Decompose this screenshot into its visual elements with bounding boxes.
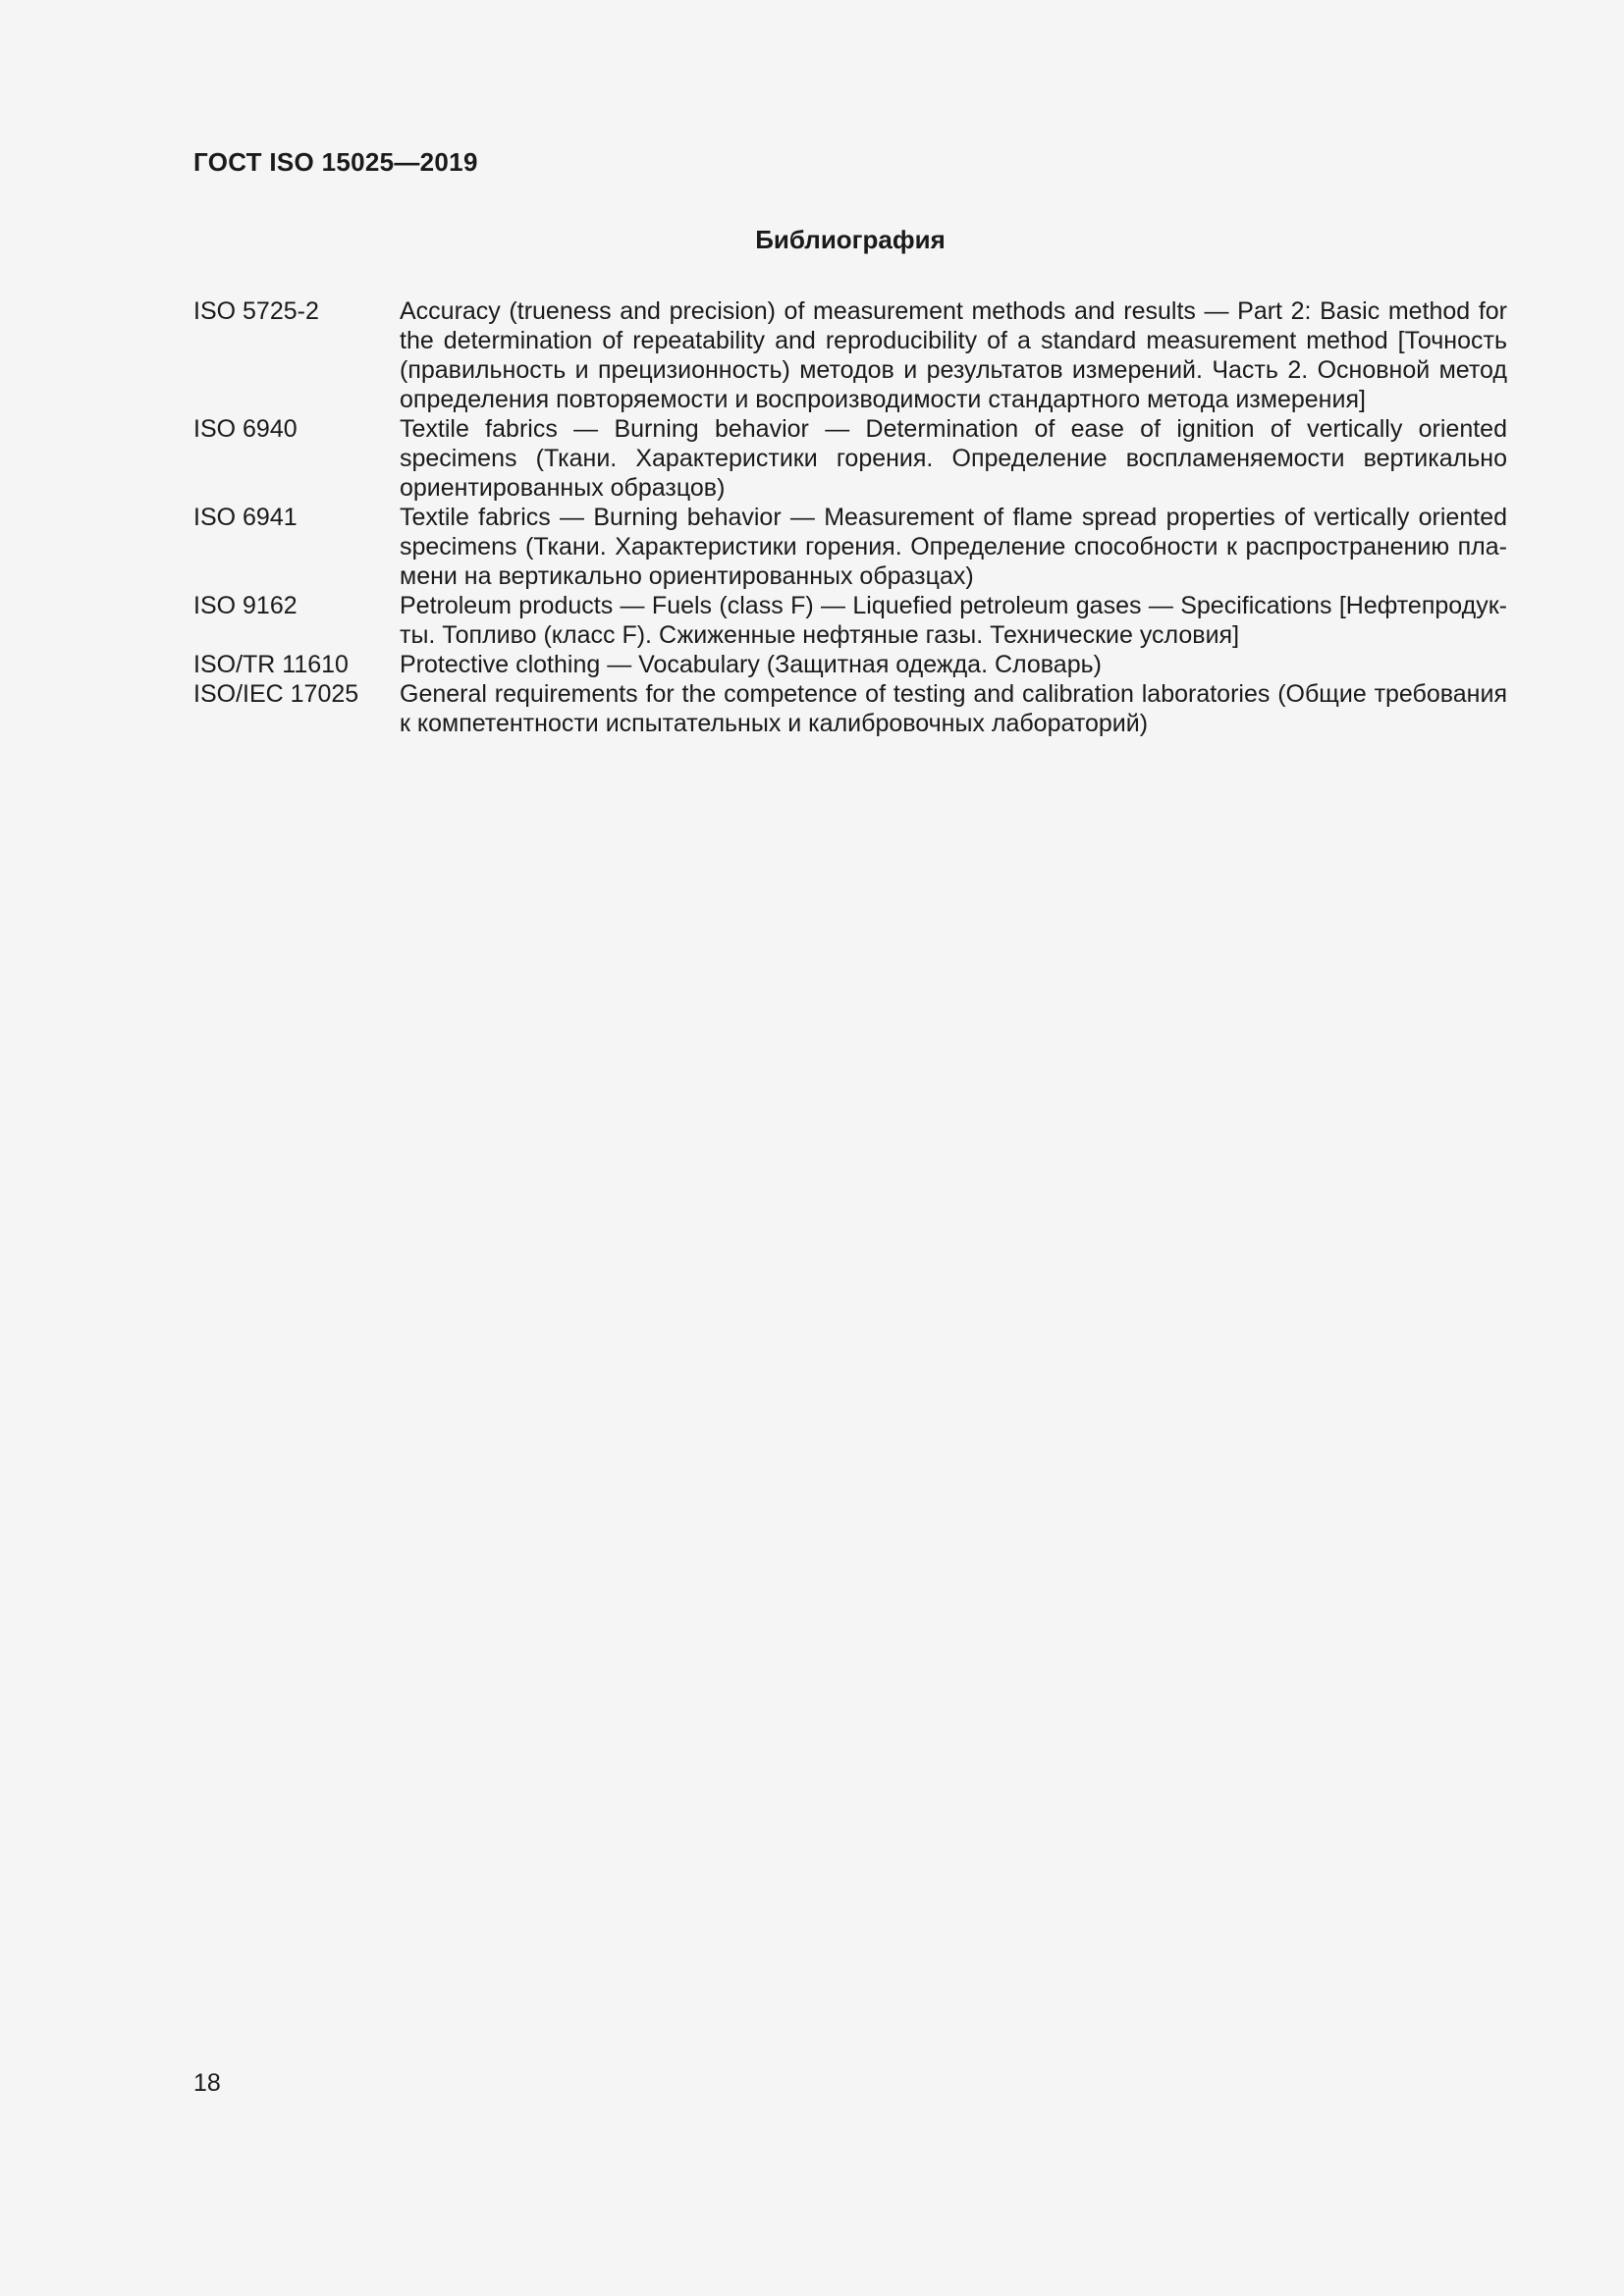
bibliography-text: Accuracy (trueness and precision) of measurement methods and results — Part 2: Basic method for the determination of repeatability and reproducibility of a standard measurement method [Точность (правильность и прецизионность) методов и результатов измерений. Часть 2. Основной метод определения повторяемости и воспроизводимости стандартного метода измерения] [400, 297, 1507, 413]
bibliography-code: ISO 5725-2 [193, 297, 319, 325]
bibliography-entry [193, 503, 1507, 591]
document-header: ГОСТ ISO 15025—2019 [193, 147, 478, 177]
bibliography-entry [193, 679, 1507, 738]
bibliography-code: ISO 6940 [193, 415, 298, 443]
bibliography-text: General requirements for the competence of testing and calibration laboratories (Общие требования к компетентности испытательных и калибровочных лабораторий) [400, 680, 1507, 737]
bibliography-list [193, 296, 1507, 738]
bibliography-text: Textile fabrics — Burning behavior — Determination of ease of ignition of vertically oriented specimens (Ткани. Характеристики горения. Определение воспламеняемости вертикально ориентированных образцов) [400, 415, 1507, 502]
bibliography-entry [193, 650, 1507, 679]
bibliography-text: Protective clothing — Vocabulary (Защитная одежда. Словарь) [400, 651, 1102, 678]
bibliography-text: Textile fabrics — Burning behavior — Measurement of flame spread properties of vertically oriented specimens (Ткани. Характеристики горения. Определение способности к распространению пламени на вертикально ориентированных образцах) [400, 504, 1507, 590]
bibliography-code: ISO 9162 [193, 592, 298, 619]
bibliography-entry [193, 414, 1507, 503]
bibliography-code: ISO 6941 [193, 504, 298, 531]
bibliography-text: Petroleum products — Fuels (class F) — Liquefied petroleum gases — Specifications [Нефтепродукты. Топливо (класс F). Сжиженные нефтяные газы. Технические условия] [400, 592, 1507, 649]
bibliography-entry [193, 296, 1507, 414]
bibliography-code: ISO/TR 11610 [193, 651, 349, 678]
section-title: Библиография [755, 225, 946, 254]
page-number: 18 [193, 2069, 221, 2097]
bibliography-entry [193, 591, 1507, 650]
bibliography-code: ISO/IEC 17025 [193, 680, 359, 708]
